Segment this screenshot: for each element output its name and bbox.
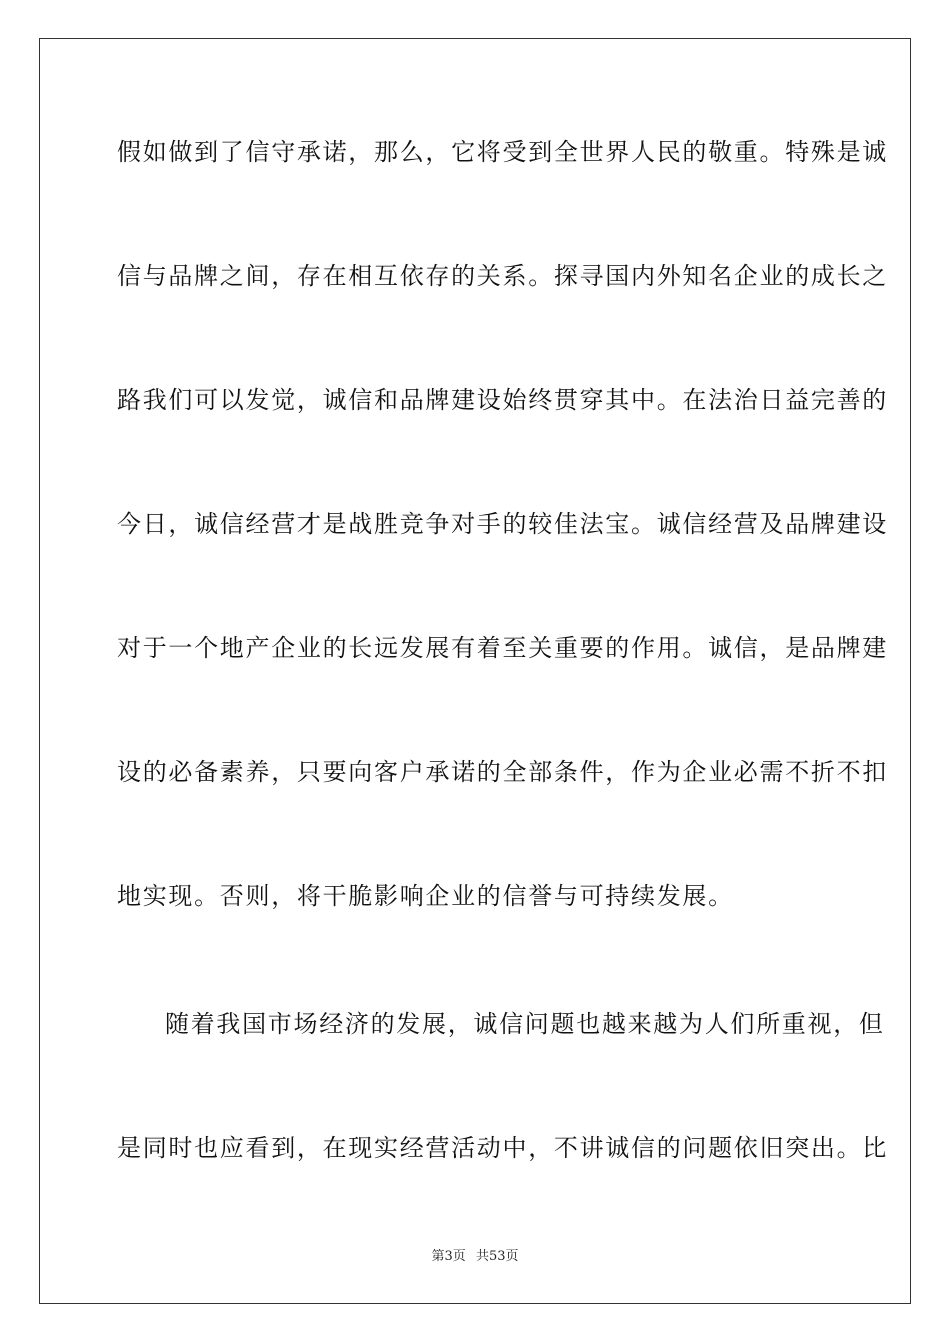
current-page-label: 第3页 [431, 1249, 466, 1264]
body-line-9: 是同时也应看到，在现实经营活动中，不讲诚信的问题依旧突出。比 [117, 1134, 888, 1162]
body-line-2: 信与品牌之间，存在相互依存的关系。探寻国内外知名企业的成长之 [117, 262, 888, 290]
body-line-3: 路我们可以发觉，诚信和品牌建设始终贯穿其中。在法治日益完善的 [117, 386, 888, 414]
page-border [39, 38, 911, 1304]
body-line-7: 地实现。否则，将干脆影响企业的信誉与可持续发展。 [117, 882, 734, 910]
body-line-6: 设的必备素养，只要向客户承诺的全部条件，作为企业必需不折不扣 [117, 758, 888, 786]
body-line-5: 对于一个地产企业的长远发展有着至关重要的作用。诚信，是品牌建 [117, 634, 888, 662]
total-pages-label: 共53页 [475, 1249, 519, 1264]
body-line-4: 今日，诚信经营才是战胜竞争对手的较佳法宝。诚信经营及品牌建设 [117, 510, 888, 538]
body-line-8: 随着我国市场经济的发展，诚信问题也越来越为人们所重视，但 [165, 1010, 885, 1038]
body-line-1: 假如做到了信守承诺，那么，它将受到全世界人民的敬重。特殊是诚 [117, 138, 888, 166]
page-footer [0, 1248, 950, 1266]
